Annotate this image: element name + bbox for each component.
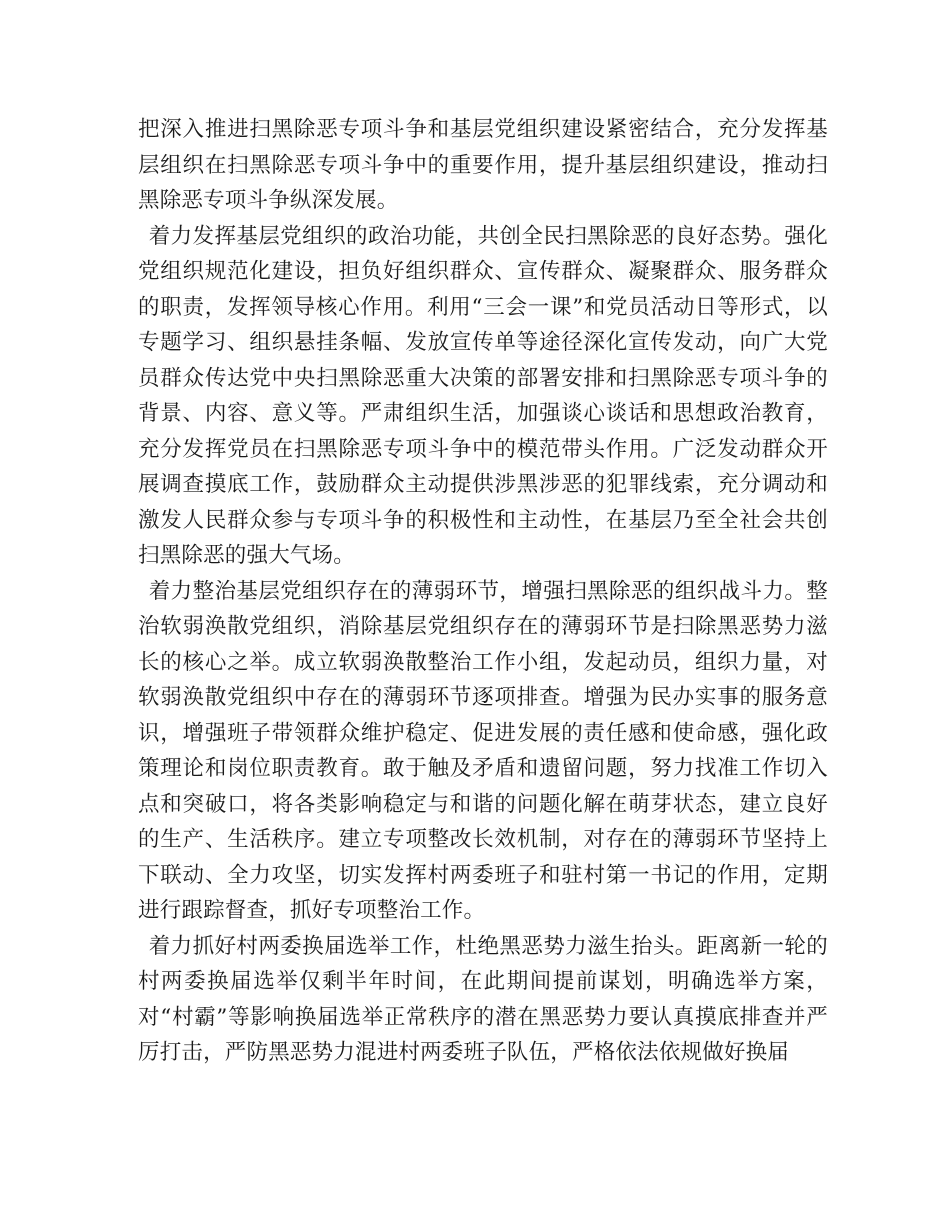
document-body	[138, 112, 828, 1071]
paragraph-4: 着力抓好村两委换届选举工作，杜绝黑恶势力滋生抬头。距离新一轮的村两委换届选举仅剩半年时间，在此期间提前谋划，明确选举方案，对“村霸”等影响换届选举正常秩序的潜在黑恶势力要认真摸底排查并严厉打击，严防黑恶势力混进村两委班子队伍，严格依法依规做好换届	[138, 933, 828, 1065]
paragraph-2: 着力发挥基层党组织的政治功能，共创全民扫黑除恶的良好态势。强化党组织规范化建设，担负好组织群众、宣传群众、凝聚群众、服务群众的职责，发挥领导核心作用。利用“三会一课”和党员活动日等形式，以专题学习、组织悬挂条幅、发放宣传单等途径深化宣传发动，向广大党员群众传达党中央扫黑除恶重大决策的部署安排和扫黑除恶专项斗争的背景、内容、意义等。严肃组织生活，加强谈心谈话和思想政治教育，充分发挥党员在扫黑除恶专项斗争中的模范带头作用。广泛发动群众开展调查摸底工作，鼓励群众主动提供涉黑涉恶的犯罪线索，充分调动和激发人民群众参与专项斗争的积极性和主动性，在基层乃至全社会共创扫黑除恶的强大气场。	[138, 223, 828, 568]
paragraph-1: 把深入推进扫黑除恶专项斗争和基层党组织建设紧密结合，充分发挥基层组织在扫黑除恶专项斗争中的重要作用，提升基层组织建设，推动扫黑除恶专项斗争纵深发展。	[138, 117, 828, 213]
paragraph-3: 着力整治基层党组织存在的薄弱环节，增强扫黑除恶的组织战斗力。整治软弱涣散党组织，消除基层党组织存在的薄弱环节是扫除黑恶势力滋长的核心之举。成立软弱涣散整治工作小组，发起动员，组织力量，对软弱涣散党组织中存在的薄弱环节逐项排查。增强为民办实事的服务意识，增强班子带领群众维护稳定、促进发展的责任感和使命感，强化政策理论和岗位职责教育。敢于触及矛盾和遗留问题，努力找准工作切入点和突破口，将各类影响稳定与和谐的问题化解在萌芽状态，建立良好的生产、生活秩序。建立专项整改长效机制，对存在的薄弱环节坚持上下联动、全力攻坚，切实发挥村两委班子和驻村第一书记的作用，定期进行跟踪督查，抓好专项整治工作。	[138, 578, 828, 923]
